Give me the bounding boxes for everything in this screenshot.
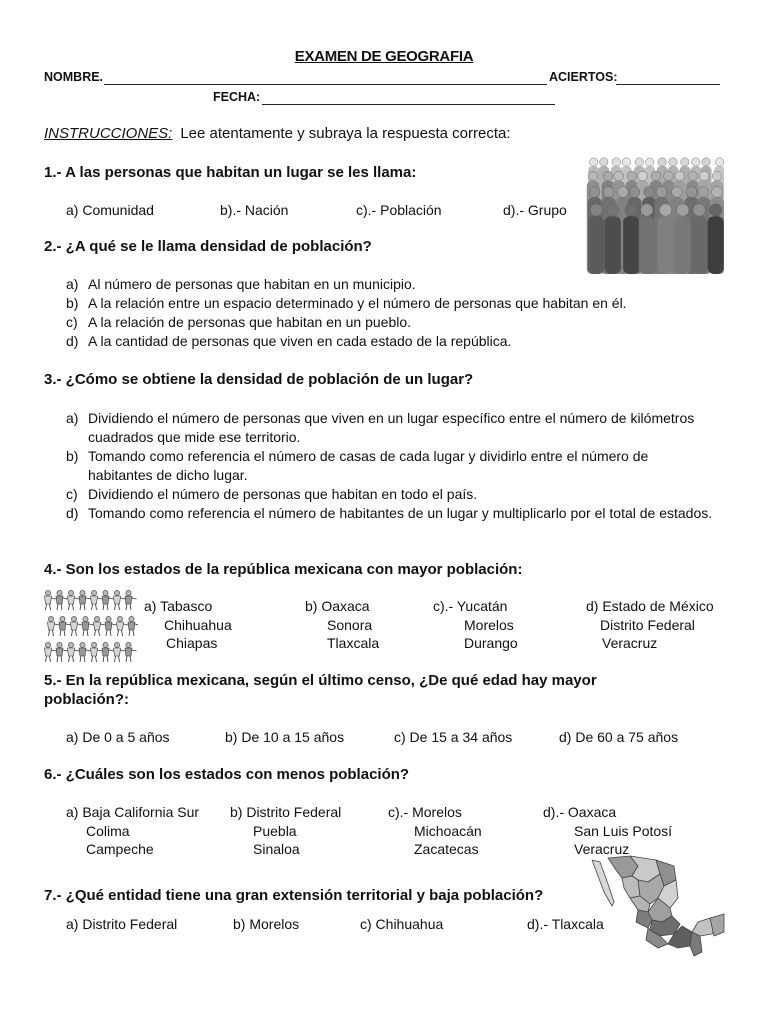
q5-option-d[interactable]: d) De 60 a 75 años xyxy=(559,729,679,745)
question-1: 1.- A las personas que habitan un lugar se les llama: xyxy=(44,164,417,181)
q1-option-c[interactable]: c).- Población xyxy=(356,202,442,218)
question-7: 7.- ¿Qué entidad tiene una gran extensión territorial y baja población? xyxy=(44,887,544,904)
q7-option-d[interactable]: d).- Tlaxcala xyxy=(527,916,604,932)
nombre-label: NOMBRE. xyxy=(44,70,104,84)
q5-option-a[interactable]: a) De 0 a 5 años xyxy=(66,729,170,745)
q7-option-a[interactable]: a) Distrito Federal xyxy=(66,916,178,932)
q6-option-c[interactable]: c).- Morelos Michoacán Zacatecas xyxy=(388,804,482,857)
q3-option-a[interactable]: a) Dividiendo el número de personas que viven en un lugar específico entre el número de kilómetros cuadrados que mide ese territorio. xyxy=(66,410,695,445)
q7-option-c[interactable]: c) Chihuahua xyxy=(360,916,444,932)
question-4: 4.- Son los estados de la república mexicana con mayor población: xyxy=(44,561,523,578)
q4-option-c[interactable]: c).- Yucatán Morelos Durango xyxy=(433,598,518,651)
aciertos-label: ACIERTOS: xyxy=(549,70,618,84)
mexico-map-image xyxy=(578,852,728,964)
q1-option-d[interactable]: d).- Grupo xyxy=(503,202,567,218)
q3-option-c[interactable]: c) Dividiendo el número de personas que habitan en todo el país. xyxy=(66,486,478,502)
crowd-image xyxy=(584,152,724,274)
aciertos-field[interactable] xyxy=(616,72,720,85)
children-image xyxy=(42,586,138,666)
q5-option-b[interactable]: b) De 10 a 15 años xyxy=(225,729,345,745)
question-5-line-1: 5.- En la república mexicana, según el último censo, ¿De qué edad hay mayor xyxy=(44,672,597,689)
q3-option-d[interactable]: d) Tomando como referencia el número de habitantes de un lugar y multiplicarlo por el total de estados. xyxy=(66,505,713,521)
instructions-text: Lee atentamente y subraya la respuesta correcta: xyxy=(180,125,511,142)
fecha-field[interactable] xyxy=(262,92,555,105)
instructions xyxy=(44,125,511,142)
q2-option-b[interactable]: b) A la relación entre un espacio determinado y el número de personas que habitan en él. xyxy=(66,295,627,311)
q4-option-d[interactable]: d) Estado de México Distrito Federal Veracruz xyxy=(586,598,714,651)
q6-option-d[interactable]: d).- Oaxaca San Luis Potosí Veracruz xyxy=(543,804,673,857)
q2-option-d[interactable]: d) A la cantidad de personas que viven en cada estado de la república. xyxy=(66,333,512,349)
nombre-field[interactable] xyxy=(104,72,547,85)
q6-option-b[interactable]: b) Distrito Federal Puebla Sinaloa xyxy=(230,804,342,857)
q3-option-b[interactable]: b) Tomando como referencia el número de casas de cada lugar y dividirlo entre el número de habitantes de dicho lugar. xyxy=(66,448,649,483)
question-5-line-2: población?: xyxy=(44,691,129,708)
q4-option-b[interactable]: b) Oaxaca Sonora Tlaxcala xyxy=(305,598,380,651)
q3-options xyxy=(66,409,716,523)
exam-title: EXAMEN DE GEOGRAFIA xyxy=(294,48,474,65)
question-3: 3.- ¿Cómo se obtiene la densidad de población de un lugar? xyxy=(44,371,474,388)
question-6: 6.- ¿Cuáles son los estados con menos población? xyxy=(44,766,410,783)
q2-option-a[interactable]: a) Al número de personas que habitan en un municipio. xyxy=(66,276,416,292)
q4-option-a[interactable]: a) Tabasco Chihuahua Chiapas xyxy=(144,598,232,651)
fecha-label: FECHA: xyxy=(213,90,261,104)
q1-option-b[interactable]: b).- Nación xyxy=(220,202,289,218)
q1-option-a[interactable]: a) Comunidad xyxy=(66,202,154,218)
q6-option-a[interactable]: a) Baja California Sur Colima Campeche xyxy=(66,804,200,857)
instructions-label: INSTRUCCIONES: xyxy=(44,125,173,142)
q2-options xyxy=(66,275,706,351)
q7-option-b[interactable]: b) Morelos xyxy=(233,916,300,932)
q5-option-c[interactable]: c) De 15 a 34 años xyxy=(394,729,513,745)
question-2: 2.- ¿A qué se le llama densidad de población? xyxy=(44,238,372,255)
q2-option-c[interactable]: c) A la relación de personas que habitan en un pueblo. xyxy=(66,314,412,330)
